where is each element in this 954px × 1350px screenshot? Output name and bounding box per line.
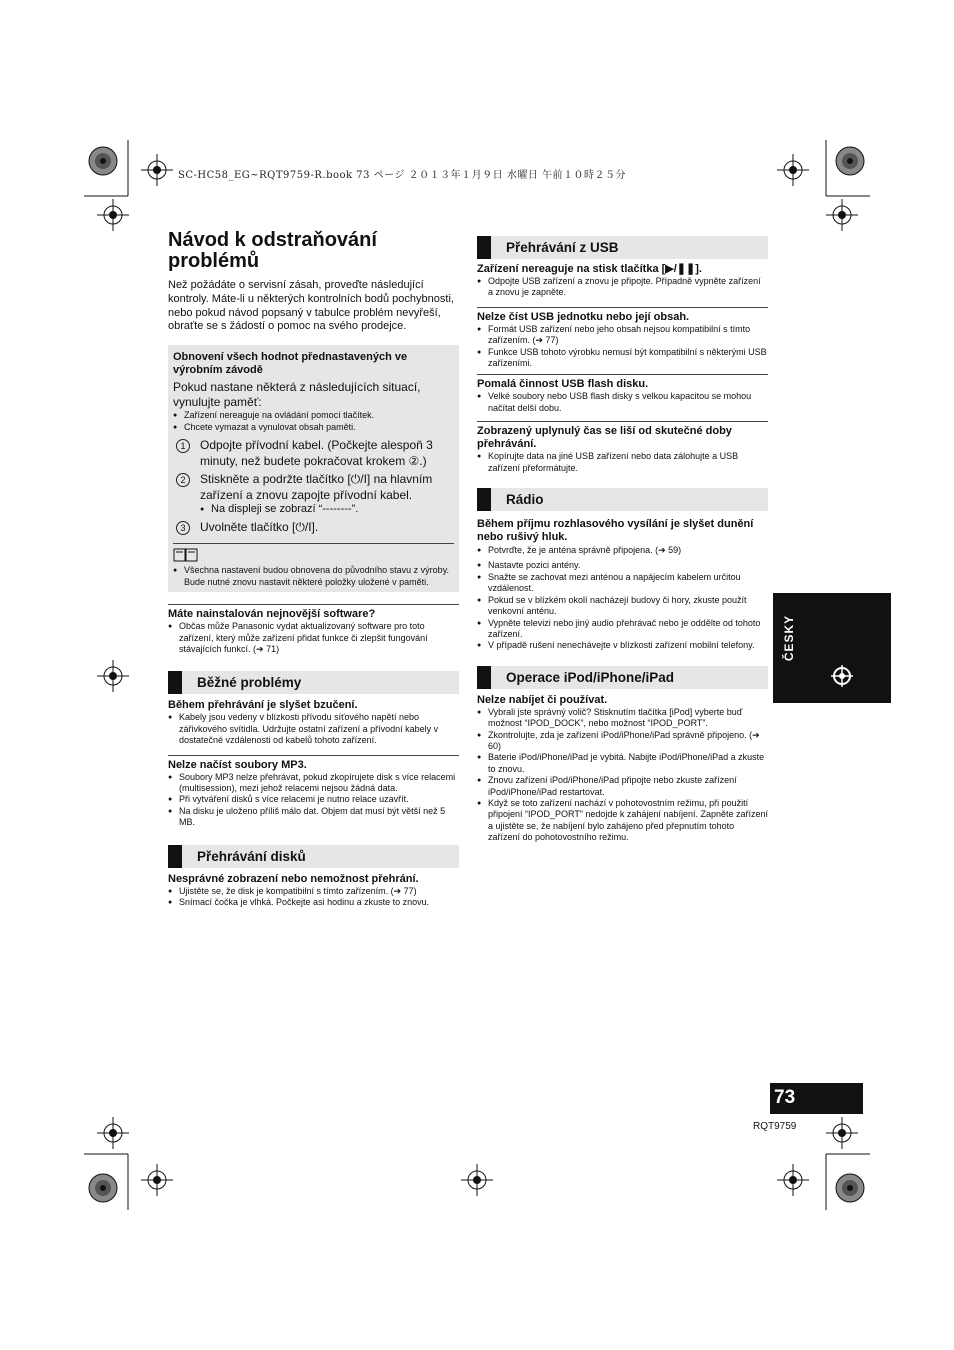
reset-lead: Pokud nastane některá z následujících situací, vynulujte paměť: [173, 380, 421, 410]
divider [477, 421, 768, 422]
crosshair-icon [831, 665, 853, 687]
page-title: Návod k odstraňování problémů [168, 229, 377, 272]
language-label: ČESKY [782, 614, 796, 662]
question: Pomalá činnost USB flash disku. [477, 378, 649, 391]
list-item: ● Nastavte pozici antény. [477, 560, 768, 571]
reset-note: ● Všechna nastavení budou obnovena do původního stavu z výroby. Bude nutné znovu nastavit některé položky uložené v paměti. [173, 565, 454, 588]
step-text: Odpojte přívodní kabel. (Počkejte alespoň 3 minuty, než budete pokračovat krokem ②.) [200, 438, 433, 468]
bullet-list [168, 886, 459, 909]
step-number: 1 [176, 439, 190, 453]
print-header: SC-HC58_EG~RQT9759-R.book 73 ページ ２０１３年１月９日 水曜日 午前１０時２５分 [178, 170, 626, 181]
section-ipod [477, 666, 768, 689]
section-bar [477, 666, 491, 689]
right-column [477, 236, 768, 844]
list-item: ● Snažte se zachovat mezi anténou a napájecím kabelem určitou vzdálenost. [477, 572, 768, 595]
question: Zařízení nereaguje na stisk tlačítka [▶/❚❚]. [477, 263, 702, 275]
list-item: ● Baterie iPod/iPhone/iPad je vybitá. Nabijte iPod/iPhone/iPad a zkuste to znovu. [477, 752, 768, 775]
question: Nesprávné zobrazení nebo nemožnost přehrání. [168, 872, 419, 885]
bullet-list [477, 707, 768, 844]
list-item: ● Formát USB zařízení nebo jeho obsah nejsou kompatibilní s tímto zařízením. (➔ 77) [477, 324, 768, 347]
list-item: ● Kopírujte data na jiné USB zařízení nebo data zálohujte a USB zařízení přeformátujte. [477, 451, 768, 474]
section-usb [477, 236, 768, 259]
step-3 [173, 520, 454, 536]
list-item: ● Snímací čočka je vlhká. Počkejte asi hodinu a zkuste to znovu. [168, 897, 459, 908]
question: Během příjmu rozhlasového vysílání je slyšet dunění nebo rušivý hluk. [477, 518, 754, 544]
list-item: ● Kabely jsou vedeny v blízkosti přívodu síťového napětí nebo zářivkového svítidla. Udržujte ostatní zařízení a přívodní kabely v dostatečné vzdálenosti od kabelů tohoto zařízení. [168, 712, 459, 746]
step-1 [173, 438, 454, 469]
list-item: ● Ujistěte se, že disk je kompatibilní s tímto zařízením. (➔ 77) [168, 886, 459, 897]
list-item: ● Zkontrolujte, zda je zařízení iPod/iPhone/iPad správně připojeno. (➔ 60) [477, 730, 768, 753]
list-item: ● Potvrďte, že je anténa správně připojena. (➔ 59) [477, 545, 768, 556]
software-bullet: ● Občas může Panasonic vydat aktualizovaný software pro toto zařízení, který může zařízení přidat funkce či zlepšit fungování stávajících funkcí. (➔ 71) [168, 621, 459, 655]
divider [168, 604, 459, 605]
page-number-box [770, 1083, 863, 1114]
section-heading: Rádio [506, 492, 544, 508]
reset-heading: Obnovení všech hodnot přednastavených ve výrobním závodě [173, 351, 408, 377]
step-text: Uvolněte tlačítko [⏻/I]. [200, 519, 319, 534]
question: Během přehrávání je slyšet bzučení. [168, 699, 358, 712]
page-number: 73 [774, 1087, 796, 1108]
book-icon [173, 548, 199, 562]
list-item: ● Na disku je uloženo příliš málo dat. Objem dat musí být větší než 5 MB. [168, 806, 459, 829]
bullet-list [168, 772, 459, 829]
section-disc-playback [168, 845, 459, 868]
list-item: ● Zařízení nereaguje na ovládání pomocí tlačítek. [173, 410, 454, 421]
left-column [168, 230, 459, 908]
language-tab [773, 593, 891, 703]
list-item: ● V případě rušení nenechávejte v blízkosti zařízení mobilní telefony. [477, 640, 768, 651]
document-code: RQT9759 [753, 1121, 797, 1132]
step-2 [173, 472, 454, 503]
divider [173, 543, 454, 544]
step-number: 2 [176, 473, 190, 487]
step-number: 3 [176, 521, 190, 535]
list-item: ● Soubory MP3 nelze přehrávat, pokud zkopírujete disk s více relacemi (multisession), mezi jehož relacemi nejsou žádná data. [168, 772, 459, 795]
section-bar [477, 236, 491, 259]
divider [477, 374, 768, 375]
section-bar [168, 845, 182, 868]
question: Nelze nabíjet či používat. [477, 693, 608, 706]
reset-bullets [173, 410, 454, 433]
section-heading: Běžné problémy [197, 675, 302, 691]
step-2-sub: ● Na displeji se zobrazí “--------”. [200, 503, 454, 517]
list-item: ● Když se toto zařízení nachází v pohotovostním režimu, při použití připojení “IPOD_PORT” nedojde k zahájení nabíjení. Zapněte zařízení a ujistěte se, že nabíjení bylo zahájeno před přepnutím tohoto zařízení do pohotovostního režimu. [477, 798, 768, 844]
section-heading: Přehrávání disků [197, 848, 306, 864]
list-item: ● Při vytváření disků s více relacemi je nutno relace uzavřít. [168, 794, 459, 805]
section-bar [477, 488, 491, 511]
list-item: ● Vypněte televizi nebo jiný audio přehrávač nebo je oddělte od tohoto zařízení. [477, 618, 768, 641]
list-item: ● Znovu zařízení iPod/iPhone/iPad připojte nebo zkuste zařízení iPod/iPhone/iPad restartovat. [477, 775, 768, 798]
list-item: ● Velké soubory nebo USB flash disky s velkou kapacitou se mohou načítat delší dobu. [477, 391, 768, 414]
section-radio [477, 488, 768, 511]
bullet-list [477, 324, 768, 370]
list-item: ● Vybrali jste správný volič? Stisknutím tlačítka [iPod] vyberte buď možnost “IPOD_DOCK”, nebo možnost “IPOD_PORT”. [477, 707, 768, 730]
list-item: ● Funkce USB tohoto výrobku nemusí být kompatibilní s některými USB zařízeními. [477, 347, 768, 370]
question: Nelze načíst soubory MP3. [168, 758, 307, 771]
section-bar [168, 671, 182, 694]
section-heading: Přehrávání z USB [506, 240, 619, 255]
software-question: Máte nainstalován nejnovější software? [168, 608, 376, 621]
list-item: ● Chcete vymazat a vynulovat obsah paměti. [173, 422, 454, 433]
list-item: ● Pokud se v blízkém okolí nacházejí budovy či hory, zkuste použít venkovní anténu. [477, 595, 768, 618]
question: Zobrazený uplynulý čas se liší od skutečné doby přehrávání. [477, 425, 732, 451]
list-item: ● Odpojte USB zařízení a znovu je připojte. Případně vypněte zařízení a znovu je zapněte. [477, 276, 768, 299]
step-text: Stiskněte a podržte tlačítko [⏻/I] na hlavním zařízení a znovu zapojte přívodní kabel. [200, 472, 433, 502]
intro-text: Než požádáte o servisní zásah, proveďte následující kontroly. Máte-li u některých kontrolních bodů pochybnosti, nebo pokud návod popsaný v tabulce problém nevyřeší, obraťte se s žádostí o pomoc na svého prodejce. [168, 279, 454, 333]
section-common-problems [168, 671, 459, 694]
reset-steps [173, 438, 454, 535]
section-heading: Operace iPod/iPhone/iPad [506, 669, 675, 685]
reset-box [168, 345, 459, 592]
divider [477, 307, 768, 308]
bullet-list [477, 545, 768, 652]
question: Nelze číst USB jednotku nebo její obsah. [477, 310, 690, 323]
divider [168, 755, 459, 756]
